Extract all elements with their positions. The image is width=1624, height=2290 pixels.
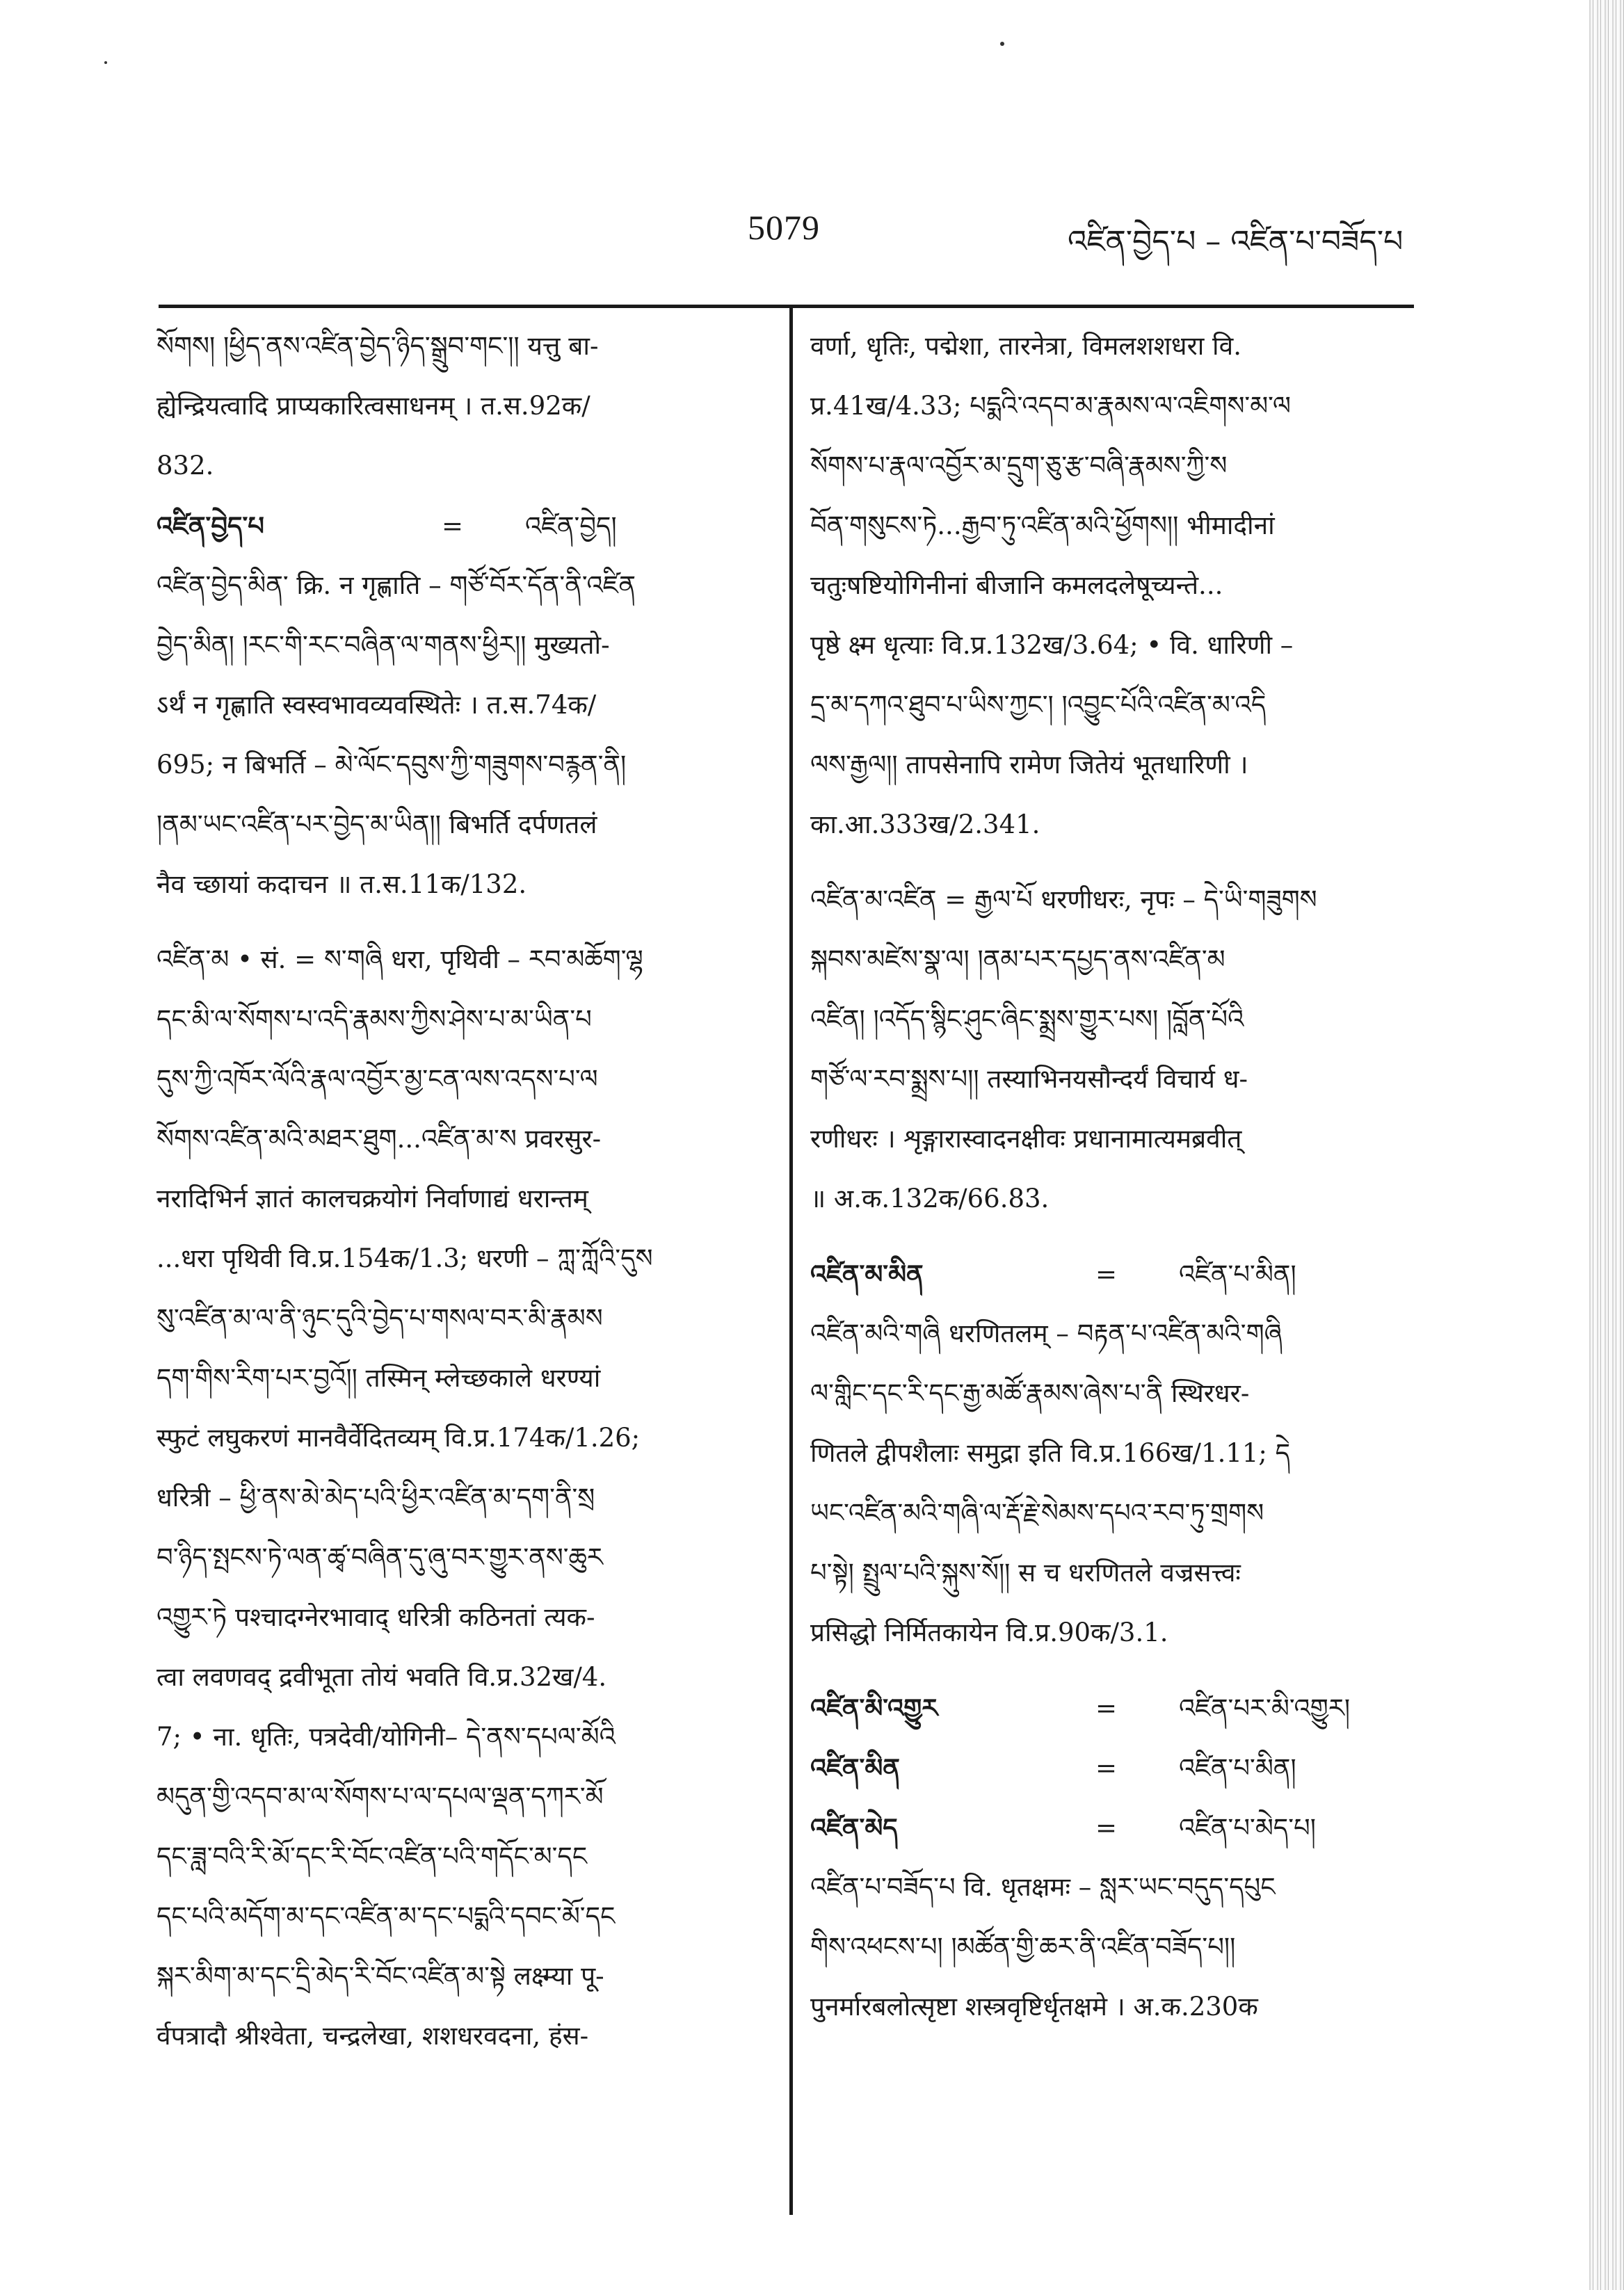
text-line: त्वा लवणवद् द्रवीभूता तोयं भवति वि.प्र.32ख/4. bbox=[156, 1662, 607, 1692]
reference-target: འཛིན་པ་མིན། bbox=[1179, 1753, 1296, 1783]
text-line: སོགས། །ཕྱིད་ནས་འཛིན་བྱེད་ཉིད་སྒྲུབ་གང་།། यत्तु बा- bbox=[156, 331, 599, 361]
reference-target: འཛིན་པ་མེད་པ། bbox=[1179, 1813, 1316, 1843]
text-line: སོགས་འཛིན་མའི་མཐར་ཐུག...འཛིན་མ་ས प्रवरसुर- bbox=[156, 1124, 602, 1154]
text-line: पृष्ठे क्ष्म धृत्याः वि.प्र.132ख/3.64; • वि. धारिणी – bbox=[810, 630, 1294, 660]
text-line: प्र.41ख/4.33; པདྨའི་འདབ་མ་རྣམས་ལ་འཇིགས་མ་ལ bbox=[810, 391, 1291, 421]
speck bbox=[104, 61, 107, 64]
text-line: 832. bbox=[156, 451, 214, 481]
page-number: 5079 bbox=[748, 208, 820, 247]
header-rule bbox=[159, 305, 1414, 308]
text-line: ལ་གླིང་དང་རི་དང་རྒྱ་མཚོ་རྣམས་ཞེས་པ་ནི स्थिरधर- bbox=[810, 1378, 1250, 1408]
text-line: पुनर्मारबलोत्सृष्टा शस्त्रवृष्टिर्धृतक्षमे । अ.क.230क bbox=[810, 1992, 1258, 2022]
headword: འཛིན་མི་འགྱུར bbox=[810, 1693, 938, 1723]
text-line: དང་པའི་མདོག་མ་དང་འཛིན་མ་དང་པདྨའི་དབང་མོ་དང bbox=[156, 1901, 616, 1931]
text-line: དག་གིས་རིག་པར་བྱའོ།། तस्मिन् म्लेच्छकाले धरण्यां bbox=[156, 1363, 601, 1393]
entry-gap bbox=[810, 1663, 1408, 1678]
equals-sign: = bbox=[1095, 1813, 1118, 1843]
headword: འཛིན་མ་མིན bbox=[810, 1259, 924, 1289]
left-column bbox=[156, 316, 755, 2066]
entry-gap bbox=[156, 914, 755, 930]
text-line: नैव च्छायां कदाचन ॥ त.स.11क/132. bbox=[156, 869, 527, 899]
speck bbox=[1000, 42, 1004, 46]
cross-reference-entry bbox=[810, 1738, 1408, 1798]
cross-reference-entry bbox=[156, 496, 755, 556]
text-line: སྐབས་མཛེས་སྣ་ལ། །ནམ་པར་དཔྱད་ནས་འཛིན་མ bbox=[810, 944, 1225, 974]
text-line: དྲ་མ་དཀའ་ཐུབ་པ་ཡིས་ཀྱང་། །འབྱུང་པོའི་འཛིན་མ་འདི bbox=[810, 690, 1267, 720]
equals-sign: = bbox=[1095, 1259, 1118, 1289]
headword: འཛིན་མེད bbox=[810, 1812, 898, 1843]
text-line: འཛིན་མའི་གཞི धरणितलम् – བརྟན་པ་འཛིན་མའི་གཞི bbox=[810, 1319, 1283, 1348]
text-line: འཛིན་བྱེད་མིན་ क्रि. न गृह्णाति – གཙོ་བོར་དོན་ནི་འཛིན bbox=[156, 570, 636, 600]
cross-reference-entry bbox=[810, 1244, 1408, 1304]
text-line: ऽर्थं न गृह्णाति स्वस्वभावव्यवस्थितेः । त.स.74क/ bbox=[156, 690, 597, 720]
text-line: དུས་ཀྱི་འཁོར་ལོའི་རྣལ་འབྱོར་མྱ་ངན་ལས་འདས་པ་ལ bbox=[156, 1064, 598, 1094]
scan-edge bbox=[1589, 0, 1624, 2290]
text-line: ...धरा पृथिवी वि.प्र.154क/1.3; धरणी – ཀླ་ཀློའི་དུས bbox=[156, 1243, 653, 1273]
text-line: དང་ཟླ་བའི་རི་མོ་དང་རི་བོང་འཛིན་པའི་གདོང་མ་དང bbox=[156, 1841, 588, 1871]
text-line: བྱེད་མིན། །རང་གི་རང་བཞིན་ལ་གནས་ཕྱིར།། मुख्यतो- bbox=[156, 630, 610, 660]
text-line: སུ་འཛིན་མ་ལ་ནི་ཉུང་དུའི་བྱེད་པ་གསལ་བར་མི་རྣམས bbox=[156, 1303, 603, 1333]
text-line: स्फुटं लघुकरणं मानवैर्वेदितव्यम् वि.प्र.174क/1.26; bbox=[156, 1423, 641, 1453]
text-line: བ་ཉིད་སྤངས་ཏེ་ལན་ཚྭ་བཞིན་དུ་ཞུ་བར་གྱུར་ནས་ཆུར bbox=[156, 1542, 603, 1572]
equals-sign: = bbox=[1095, 1693, 1118, 1723]
text-line: धरित्री – ཕྱི་ནས་མེ་མེད་པའི་ཕྱིར་འཛིན་མ་དག་ནི་སྲ bbox=[156, 1483, 595, 1513]
text-line: གིས་འཕངས་པ། །མཚོན་གྱི་ཆར་ནི་འཛིན་བཟོད་པ།། bbox=[810, 1932, 1236, 1962]
equals-sign: = bbox=[1095, 1753, 1118, 1783]
text-line: དང་མི་ལ་སོགས་པ་འདི་རྣམས་ཀྱིས་ཤེས་པ་མ་ཡིན་པ bbox=[156, 1004, 592, 1034]
text-line: འཛིན་པ་བཟོད་པ वि. धृतक्षमः – སླར་ཡང་བདུད་དཔུང bbox=[810, 1872, 1276, 1902]
headword: འཛིན་བྱེད་པ bbox=[156, 510, 264, 541]
column-divider bbox=[789, 306, 793, 2215]
text-line: प्रसिद्धो निर्मितकायेन वि.प्र.90क/3.1. bbox=[810, 1618, 1168, 1647]
text-line: འཛིན། །འདོད་སྙིང་ཤུང་ཞིང་སྨྲས་གྱུར་པས། །བློན་པོའི bbox=[810, 1004, 1244, 1034]
text-line: रणीधरः । शृङ्गारास्वादनक्षीवः प्रधानामात्यमब्रवीत् bbox=[810, 1124, 1242, 1154]
text-line: འགྱུར་ཏེ पश्चादग्नेरभावाद् धरित्री कठिनतां त्यक- bbox=[156, 1602, 595, 1632]
text-line: ཡང་འཛིན་མའི་གཞི་ལ་རྡོ་རྗེ་སེམས་དཔའ་རབ་ཏུ་གྲགས bbox=[810, 1498, 1264, 1528]
text-line: ॥ अ.क.132क/66.83. bbox=[810, 1184, 1050, 1213]
text-line: སོགས་པ་རྣལ་འབྱོར་མ་དྲུག་ཅུ་རྩ་བཞི་རྣམས་ཀྱི་ས bbox=[810, 451, 1228, 481]
equals-sign: = bbox=[442, 511, 464, 541]
text-line: ལས་རྒྱལ།། तापसेनापि रामेण जितेयं भूतधारिणी । bbox=[810, 750, 1248, 780]
text-line: र्वपत्रादौ श्रीश्वेता, चन्द्रलेखा, शशधरवदना, हंस- bbox=[156, 2021, 589, 2051]
right-column bbox=[810, 316, 1408, 2037]
text-line: ह्येन्द्रियत्वादि प्राप्यकारित्वसाधनम् । त.स.92क/ bbox=[156, 391, 590, 421]
text-line: འཛིན་མ་འཛིན = རྒྱལ་པོ धरणीधरः, नृपः – དེ་ཡི་གཟུགས bbox=[810, 885, 1317, 914]
text-line: 7; • ना. धृतिः, पत्रदेवी/योगिनी– དེ་ནས་དཔལ་མོའི bbox=[156, 1722, 616, 1752]
text-line: བོན་གསུངས་ཏེ...རྒྱབ་ཏུ་འཛིན་མའི་ཕྱོགས།། भीमादीनां bbox=[810, 510, 1275, 540]
entry-gap bbox=[810, 1229, 1408, 1244]
text-line: णितले द्वीपशैलाः समुद्रा इति वि.प्र.166ख/1.11; དེ bbox=[810, 1438, 1291, 1468]
text-line: །ནམ་ཡང་འཛིན་པར་བྱེད་མ་ཡིན།། बिभर्ति दर्पणतलं bbox=[156, 809, 597, 839]
text-line: चतुःषष्टियोगिनीनां बीजानि कमलदलेषूच्यन्ते... bbox=[810, 570, 1223, 600]
text-line: 695; न बिभर्ति – མེ་ལོང་དབུས་ཀྱི་གཟུགས་བརྙན་ནི། bbox=[156, 750, 627, 780]
text-line: སྐར་མིག་མ་དང་དྲི་མེད་རི་བོང་འཛིན་མ་སྟེ लक्ष्म्या पू- bbox=[156, 1961, 604, 1991]
headword: འཛིན་མིན bbox=[810, 1752, 900, 1783]
reference-target: འཛིན་པར་མི་འགྱུར། bbox=[1179, 1693, 1351, 1723]
cross-reference-entry bbox=[810, 1798, 1408, 1857]
text-line: མདུན་གྱི་འདབ་མ་ལ་སོགས་པ་ལ་དཔལ་ལྡན་དཀར་མོ bbox=[156, 1782, 604, 1812]
text-line: का.आ.333ख/2.341. bbox=[810, 809, 1040, 839]
text-line: པ་སྟེ། སྤྲུལ་པའི་སྐུས་སོ།། स च धरणितले वज्रसत्त्वः bbox=[810, 1558, 1241, 1588]
reference-target: འཛིན་པ་མིན། bbox=[1179, 1259, 1296, 1289]
cross-reference-entry bbox=[810, 1678, 1408, 1738]
entry-gap bbox=[810, 855, 1408, 870]
text-line: नरादिभिर्न ज्ञातं कालचक्रयोगं निर्वाणाद्यं धरान्तम् bbox=[156, 1184, 588, 1213]
text-line: འཛིན་མ • सं. = ས་གཞི धरा, पृथिवी – རབ་མཆོག་ལྷ bbox=[156, 944, 643, 974]
headword-range: འཛིན་བྱེད་པ – འཛིན་པ་བཟོད་པ bbox=[1068, 224, 1404, 259]
text-line: གཙོ་ལ་རབ་སྨྲས་པ།། तस्याभिनयसौन्दर्यं विचार्य ध- bbox=[810, 1064, 1248, 1094]
reference-target: འཛིན་བྱེད། bbox=[525, 511, 617, 541]
text-line: वर्णा, धृतिः, पद्मेशा, तारनेत्रा, विमलशशधरा वि. bbox=[810, 331, 1241, 361]
